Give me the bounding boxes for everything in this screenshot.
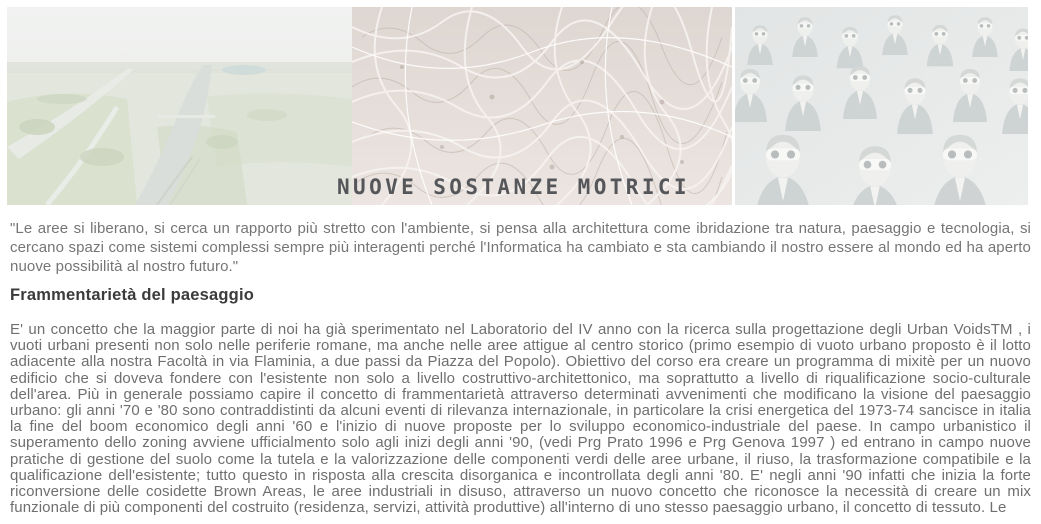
audience-3d-glasses-photo — [735, 7, 1028, 205]
section-body-paragraph: E' un concetto che la maggior parte di noi ha già sperimentato nel Laboratorio del IV anno con la ricerca sulla progettazione degli Urban VoidsTM , i vuoti urbani presenti non solo nelle periferie romane, ma anche nelle aree attigue al centro storico (primo esempio di vuoto urbano proposto è il lotto adiacente alla nostra Facoltà in via Flaminia, a due passi da Piazza del Popolo). Obiettivo del corso era creare un programma di mixitè per un nuovo edificio che si doveva fondere con l'esistente non solo a livello costruttivo-architettonico, ma soprattutto a livello di riqualificazione socio-culturale dell'area. Più in generale possiamo capire il concetto di frammentarietà attraverso determinati avvenimenti che modificano la visione del paesaggio urbano: gli anni '70 e '80 sono contraddistinti da alcuni eventi di rilevanza internazionale, in particolare la crisi energetica del 1973-74 sancisce in italia la fine del boom economico degli anni '60 e l'inizio di nuove proposte per lo sviluppo economico-industriale del paese. In campo urbanistico il superamento dello zoning avviene ufficialmento solo agli inizi degli anni '90, (vedi Prg Prato 1996 e Prg Genova 1997 ) ed entrano in campo nuove pratiche di gestione del suolo come la tutela e la valorizzazione delle componenti verdi delle aree urbane, il riuso, la trasformazione compatibile e la qualificazione dell'esistente; tutto questo in risposta alla crescita disorganica e incontrollata degli anni '80. E' negli anni '90 infatti che inizia la forte riconversione delle cosidette Brown Areas, le aree industriali in disuso, attraverso un nuovo concetto che riconosce la necessità di creare un mix funzionale di più componenti del costruito (residenza, servizi, attività produttive) all'interno di uno stesso paesaggio urbano, il concetto di tessuto. Le — [10, 321, 1031, 517]
header-collage — [7, 7, 1028, 205]
section-heading: Frammentarietà del paesaggio — [10, 286, 255, 304]
page-title: NUOVE SOSTANZE MOTRICI — [337, 175, 690, 199]
aerial-cityscape-photo — [7, 7, 352, 205]
intro-quote: "Le aree si liberano, si cerca un rapporto più stretto con l'ambiente, si pensa alla architettura come ibridazione tra natura, paesaggio e tecnologia, si cercano spazi come sistemi complessi sempre più interagenti perché l'Informatica ha cambiato e sta cambiando il nostro essere al mondo ed ha aperto nuove possibilità al nostro futuro." — [10, 220, 1031, 275]
